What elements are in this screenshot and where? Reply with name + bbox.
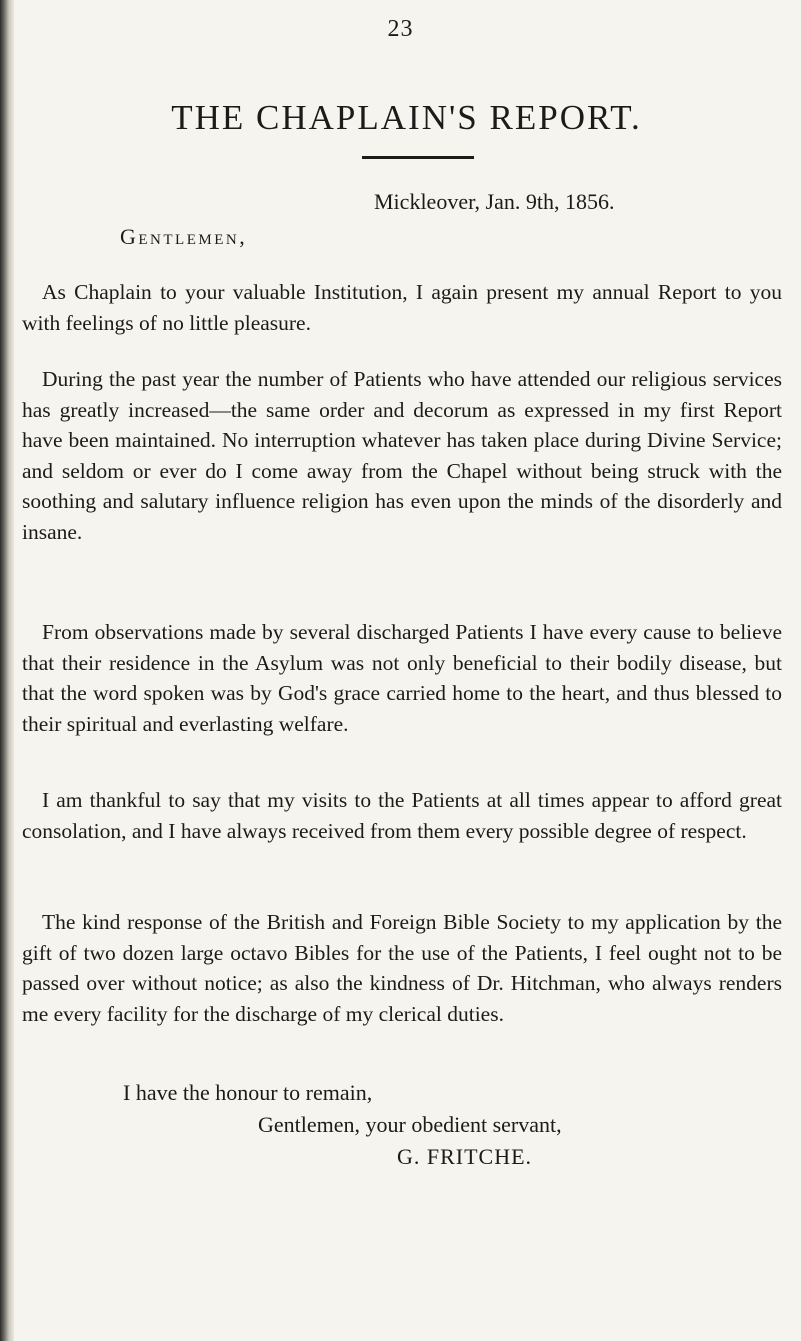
closing-line-1: I have the honour to remain, [123,1080,373,1105]
paragraph-1: As Chaplain to your valuable Institution, I again present my annual Report to you with feelings of no little pleasure. [22,280,782,335]
salutation: Gentlemen, [120,224,248,249]
page-number: 23 [387,16,414,42]
page-title: THE CHAPLAIN'S REPORT. [171,98,642,137]
paragraph-4: I am thankful to say that my visits to the Patients at all times appear to afford great consolation, and I have always received from them every possible degree of respect. [22,788,782,843]
signature: G. FRITCHE. [397,1144,533,1169]
paragraph-5: The kind response of the British and Foreign Bible Society to my application by the gift of two dozen large octavo Bibles for the use of the Patients, I feel ought not to be passed over without notice; as also the kindness of Dr. Hitchman, who always renders me every facility for the discharge of my clerical duties. [22,910,782,1026]
paragraph-2: During the past year the number of Patients who have attended our religious services has greatly increased—the same order and decorum as expressed in my first Report have been maintained. No interruption whatever has taken place during Divine Service; and seldom or ever do I come away from the Chapel without being struck with the soothing and salutary influence religion has even upon the minds of the disorderly and insane. [22,367,782,544]
title-divider-rule [362,156,474,159]
paragraph-3: From observations made by several discharged Patients I have every cause to believe that their residence in the Asylum was not only beneficial to their bodily disease, but that the word spoken was by God's grace carried home to the heart, and thus blessed to their spiritual and everlasting welfare. [22,620,782,736]
dateline: Mickleover, Jan. 9th, 1856. [374,189,615,214]
closing-line-2: Gentlemen, your obedient servant, [258,1112,562,1137]
